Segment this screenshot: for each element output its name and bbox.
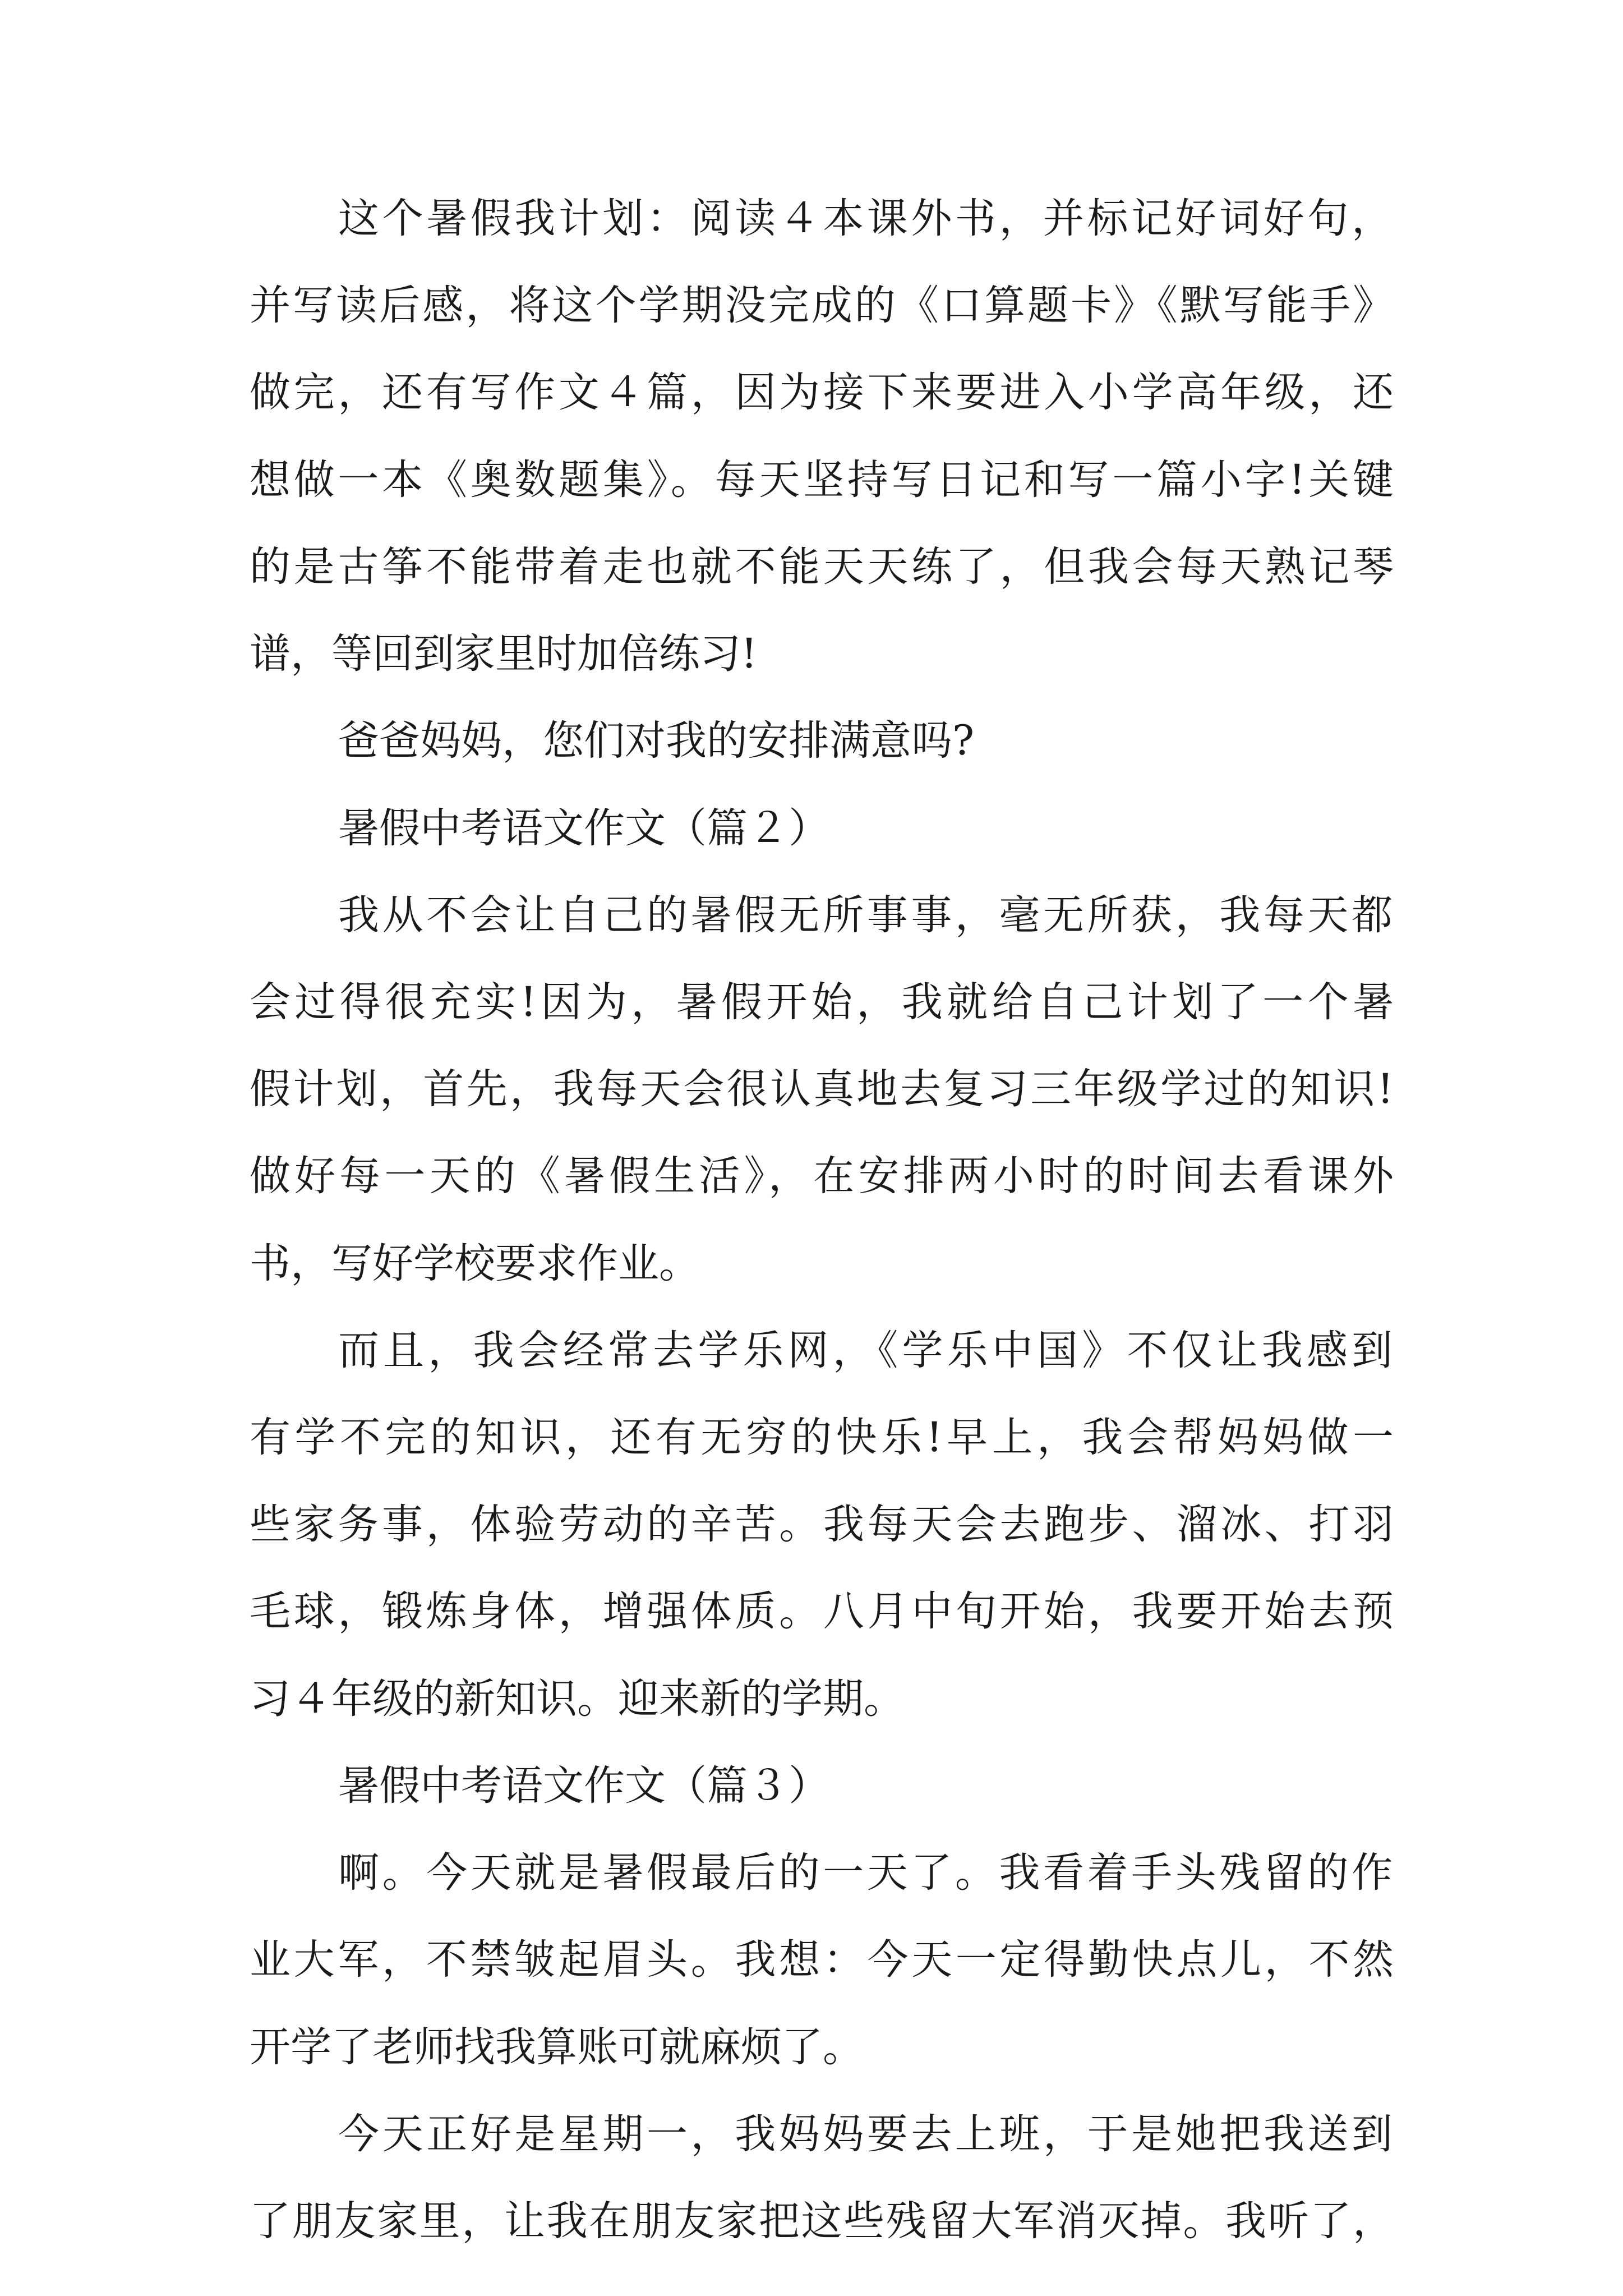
text-line — [0, 1839, 1623, 1907]
section-heading-2: 暑假中考语文作文（篇２） — [338, 804, 829, 852]
text-line — [0, 533, 1623, 601]
paragraph-5-line-3: 开学了老师找我算账可就麻烦了。 — [250, 2023, 864, 2071]
text-line — [0, 1752, 1623, 1820]
paragraph-3-line-5: 书，写好学校要求作业。 — [250, 1240, 700, 1287]
section-heading-3: 暑假中考语文作文（篇３） — [338, 1762, 829, 1810]
paragraph-5-line-2: 业大军，不禁皱起眉头。我想：今天一定得勤快点儿，不然 — [250, 1936, 1394, 1984]
paragraph-3-line-1: 我从不会让自己的暑假无所事事，毫无所获，我每天都 — [338, 891, 1393, 939]
text-line — [0, 1317, 1623, 1384]
paragraph-4-line-4: 毛球，锻炼身体，增强体质。八月中旬开始，我要开始去预 — [250, 1588, 1394, 1635]
paragraph-1-line-5: 的是古筝不能带着走也就不能天天练了，但我会每天熟记琴 — [250, 543, 1394, 591]
paragraph-6-line-1: 今天正好是星期一，我妈妈要去上班，于是她把我送到 — [338, 2110, 1393, 2158]
text-line — [0, 185, 1623, 252]
text-line — [0, 620, 1623, 688]
text-line — [0, 1665, 1623, 1733]
text-line — [0, 1491, 1623, 1558]
text-line — [0, 1056, 1623, 1123]
paragraph-1-line-6: 谱，等回到家里时加倍练习! — [250, 630, 758, 678]
paragraph-1-line-1: 这个暑假我计划：阅读４本课外书，并标记好词好句， — [338, 195, 1393, 242]
paragraph-5-line-1: 啊。今天就是暑假最后的一天了。我看着手头残留的作 — [338, 1849, 1393, 1897]
paragraph-2-line-1: 爸爸妈妈，您们对我的安排满意吗? — [338, 717, 975, 765]
paragraph-4-line-5: 习４年级的新知识。迎来新的学期。 — [250, 1675, 905, 1723]
text-line — [0, 2188, 1623, 2255]
paragraph-4-line-1: 而且，我会经常去学乐网，《学乐中国》不仅让我感到 — [338, 1327, 1393, 1374]
text-line — [0, 1143, 1623, 1210]
text-line — [0, 1926, 1623, 1994]
text-line — [0, 447, 1623, 514]
paragraph-1-line-2: 并写读后感，将这个学期没完成的《口算题卡》《默写能手》 — [250, 282, 1394, 329]
paragraph-1-line-3: 做完，还有写作文４篇，因为接下来要进入小学高年级，还 — [250, 369, 1394, 416]
paragraph-6-line-2: 了朋友家里，让我在朋友家把这些残留大军消灭掉。我听了， — [250, 2197, 1394, 2245]
paragraph-3-line-2: 会过得很充实!因为，暑假开始，我就给自己计划了一个暑 — [250, 978, 1394, 1026]
text-line — [0, 359, 1623, 426]
text-line — [0, 272, 1623, 339]
paragraph-4-line-2: 有学不完的知识，还有无穷的快乐!早上，我会帮妈妈做一 — [250, 1414, 1394, 1461]
paragraph-3-line-3: 假计划，首先，我每天会很认真地去复习三年级学过的知识! — [250, 1065, 1394, 1113]
paragraph-1-line-4: 想做一本《奥数题集》。每天坚持写日记和写一篇小字!关键 — [250, 456, 1394, 504]
text-line — [0, 707, 1623, 775]
text-line — [0, 2014, 1623, 2081]
paragraph-4-line-3: 些家务事，体验劳动的辛苦。我每天会去跑步、溜冰、打羽 — [250, 1501, 1394, 1548]
text-line — [0, 2101, 1623, 2168]
text-line — [0, 1578, 1623, 1645]
paragraph-3-line-4: 做好每一天的《暑假生活》，在安排两小时的时间去看课外 — [250, 1152, 1394, 1200]
text-line — [0, 1404, 1623, 1471]
text-line — [0, 1230, 1623, 1297]
text-line — [0, 882, 1623, 949]
text-line — [0, 795, 1623, 862]
text-line — [0, 969, 1623, 1036]
